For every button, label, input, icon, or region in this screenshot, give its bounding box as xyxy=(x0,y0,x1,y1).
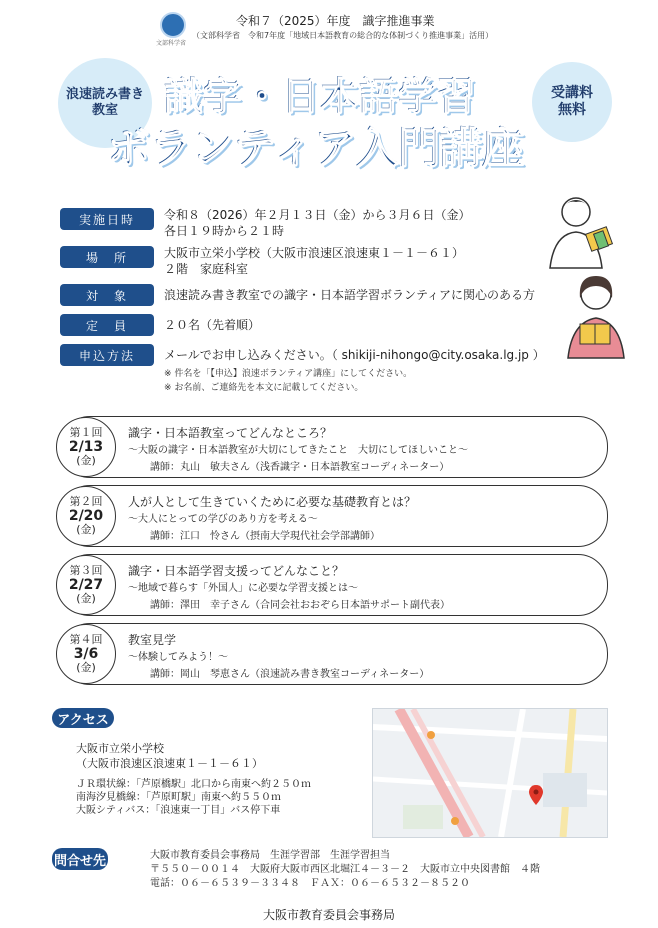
access-route-bus: 大阪シティバス：「浪速東一丁目」バス停下車 xyxy=(76,805,281,816)
man-reading-icon xyxy=(540,190,620,270)
session-subtitle: ～体験してみよう！～ xyxy=(128,652,228,663)
session-lecturer: 講師：岡山 琴恵さん（浪速読み書き教室コーディネーター） xyxy=(150,669,430,680)
header-line1: 令和７（2025）年度 識字推進事業 xyxy=(236,14,435,28)
session-weekday: (金) xyxy=(76,592,96,605)
access-badge: アクセス xyxy=(52,708,114,728)
session-lecturer: 講師：丸山 敏夫さん（浅香識字・日本語教室コーディネーター） xyxy=(150,462,450,473)
session-title: 人が人として生きていくために必要な基礎教育とは？ xyxy=(128,495,417,509)
inquiry-phone: 電話：０６－６５３９－３３４８ ＦＡＸ：０６－６５３２－８５２０ xyxy=(150,878,470,889)
session-date-circle xyxy=(56,417,116,477)
session-title: 識字・日本語教室ってどんなところ？ xyxy=(128,426,333,440)
session-date: 3/6 xyxy=(73,646,99,662)
inquiry-address: 〒５５０－００１４ 大阪府大阪市西区北堀江４－３－２ 大阪市立中央図書館 ４階 xyxy=(150,864,540,875)
session-lecturer: 講師：江口 怜さん（摂南大学現代社会学部講師） xyxy=(150,531,380,542)
logo-caption: 文部科学省 xyxy=(155,40,186,47)
session-date-circle xyxy=(56,624,116,684)
location-pin-icon xyxy=(529,785,543,805)
title-line1: 識字・日本語学習 xyxy=(165,75,478,119)
session-subtitle: ～大人にとっての学びのあり方を考える～ xyxy=(128,514,318,525)
free-fee-text: 受講料 無料 xyxy=(551,85,593,118)
free-fee-bubble xyxy=(532,62,612,142)
map-graphic xyxy=(373,709,607,837)
value-capacity: ２０名（先着順） xyxy=(164,318,261,332)
session-subtitle: ～大阪の識字・日本語教室が大切にしてきたこと 大切にしてほしいこと～ xyxy=(128,445,468,456)
label-capacity: 定 員 xyxy=(60,314,154,336)
session-round: 第２回 xyxy=(69,495,103,508)
mext-logo-icon xyxy=(160,12,186,38)
value-datetime: 令和８（2026）年２月１３日（金）から３月６日（金） 各日１９時から２１時 xyxy=(164,208,471,238)
woman-reading-icon xyxy=(562,272,632,360)
inquiry-department: 大阪市教育委員会事務局 生涯学習部 生涯学習担当 xyxy=(150,850,390,861)
session-date: 2/13 xyxy=(68,439,104,455)
session-date-circle xyxy=(56,486,116,546)
session-date: 2/27 xyxy=(68,577,104,593)
header-line2: （文部科学省 令和7年度「地域日本語教育の総合的な体制づくり推進事業」活用） xyxy=(192,31,494,40)
label-place: 場 所 xyxy=(60,246,154,268)
value-application[interactable]: メールでお申し込みください。（ shikiji-nihongo@city.osaka.lg.jp ） xyxy=(164,348,545,362)
session-weekday: (金) xyxy=(76,661,96,674)
session-title: 識字・日本語学習支援ってどんなこと？ xyxy=(128,564,345,578)
session-round: 第１回 xyxy=(69,426,103,439)
title-line2: ボランティア入門講座 xyxy=(108,124,525,173)
access-route-jr: ＪＲ環状線：「芦原橋駅」北口から南東へ約２５０ｍ xyxy=(76,779,311,790)
classroom-bubble-text: 浪速読み書き 教室 xyxy=(65,87,144,118)
note-subject: ※ 件名を「【申込】浪速ボランティア講座」にしてください。 xyxy=(164,369,413,379)
session-round: 第３回 xyxy=(69,564,103,577)
inquiry-badge: 問合せ先 xyxy=(52,848,108,870)
access-route-nankai: 南海汐見橋線：「芦原町駅」南東へ約５５０ｍ xyxy=(76,792,281,803)
access-school-name: 大阪市立栄小学校 xyxy=(76,742,164,755)
label-target: 対 象 xyxy=(60,284,154,306)
session-round: 第４回 xyxy=(69,633,103,646)
session-date-circle xyxy=(56,555,116,615)
session-weekday: (金) xyxy=(76,454,96,467)
session-subtitle: ～地域で暮らす「外国人」に必要な学習支援とは～ xyxy=(128,583,358,594)
session-date: 2/20 xyxy=(68,508,104,524)
session-lecturer: 講師：澤田 幸子さん（合同会社おおぞら日本語サポート副代表） xyxy=(150,600,450,611)
access-map[interactable] xyxy=(372,708,608,838)
value-place: 大阪市立栄小学校（大阪市浪速区浪速東１－１－６１） ２階 家庭科室 xyxy=(164,246,465,276)
session-title: 教室見学 xyxy=(128,633,177,647)
label-application: 申込方法 xyxy=(60,344,154,366)
value-target: 浪速読み書き教室での識字・日本語学習ボランティアに関心のある方 xyxy=(164,288,536,302)
access-address: （大阪市浪速区浪速東１－１－６１） xyxy=(76,757,263,770)
footer-organization: 大阪市教育委員会事務局 xyxy=(262,908,395,922)
label-datetime: 実施日時 xyxy=(60,208,154,230)
note-contact: ※ お名前、ご連絡先を本文に記載してください。 xyxy=(164,383,364,393)
session-weekday: (金) xyxy=(76,523,96,536)
